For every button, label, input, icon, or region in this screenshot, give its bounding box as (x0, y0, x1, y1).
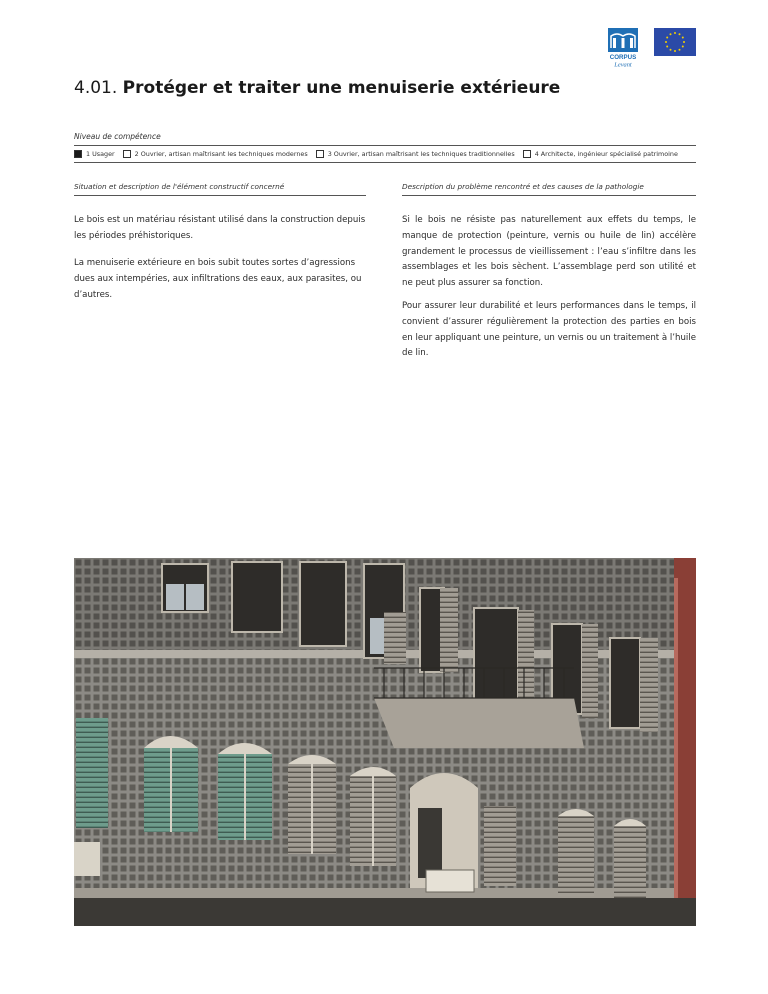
divider (74, 145, 696, 146)
level-4-label: 4 Architecte, ingénieur spécialisé patrimoine (534, 150, 678, 158)
facade-photo (74, 558, 696, 926)
checkbox-empty-icon (123, 150, 131, 158)
left-paragraph-1: Le bois est un matériau résistant utilisé dans la construction depuis les périodes préhistoriques. (74, 215, 366, 241)
level-2 (123, 150, 308, 158)
level-1 (74, 150, 115, 158)
right-column-heading: Description du problème rencontré et des causes de la pathologie (402, 182, 644, 191)
right-paragraph-2: Pour assurer leur durabilité et leurs performances dans le temps, il convient d’assurer régulièrement la protection des parties en bois en leur appliquant une peinture, un vernis ou un traitement à l’huile de lin. (402, 301, 696, 359)
level-3-label: 3 Ouvrier, artisan maîtrisant les techniques traditionnelles (327, 150, 515, 158)
level-4 (523, 150, 678, 158)
divider (74, 162, 696, 163)
logo-corpus-text: CORPUS (609, 54, 637, 61)
right-paragraph-1: Si le bois ne résiste pas naturellement aux effets du temps, le manque de protection (peinture, vernis ou huile de lin) accélère grandement le processus de vieillissement : l’eau s’infiltre dans les assemblages et les bois sèchent. L’assemblage perd son utilité et ne peut plus assurer sa fonction. (402, 215, 696, 289)
divider (74, 195, 366, 196)
divider (402, 195, 696, 196)
checkbox-empty-icon (316, 150, 324, 158)
left-paragraph-2: La menuiserie extérieure en bois subit toutes sortes d’agressions dues aux intempéries, aux infiltrations des eaux, aux parasites, ou d’autres. (74, 258, 362, 300)
title-text: Protéger et traiter une menuiserie extérieure (122, 78, 561, 98)
title-number: 4.01. (74, 78, 118, 98)
level-1-label: 1 Usager (86, 150, 115, 158)
level-2-label: 2 Ouvrier, artisan maîtrisant les techniques modernes (134, 150, 308, 158)
corpus-levant-logo (608, 28, 638, 68)
checkbox-empty-icon (523, 150, 531, 158)
left-column-heading: Situation et description de l'élément constructif concerné (74, 182, 285, 191)
checkbox-checked-icon (74, 150, 82, 158)
page-title (74, 78, 560, 98)
competence-label: Niveau de compétence (74, 132, 161, 141)
eu-flag-icon (654, 28, 696, 56)
level-3 (316, 150, 515, 158)
logo-levant-text: Levant (614, 61, 632, 68)
competence-levels (74, 150, 696, 158)
